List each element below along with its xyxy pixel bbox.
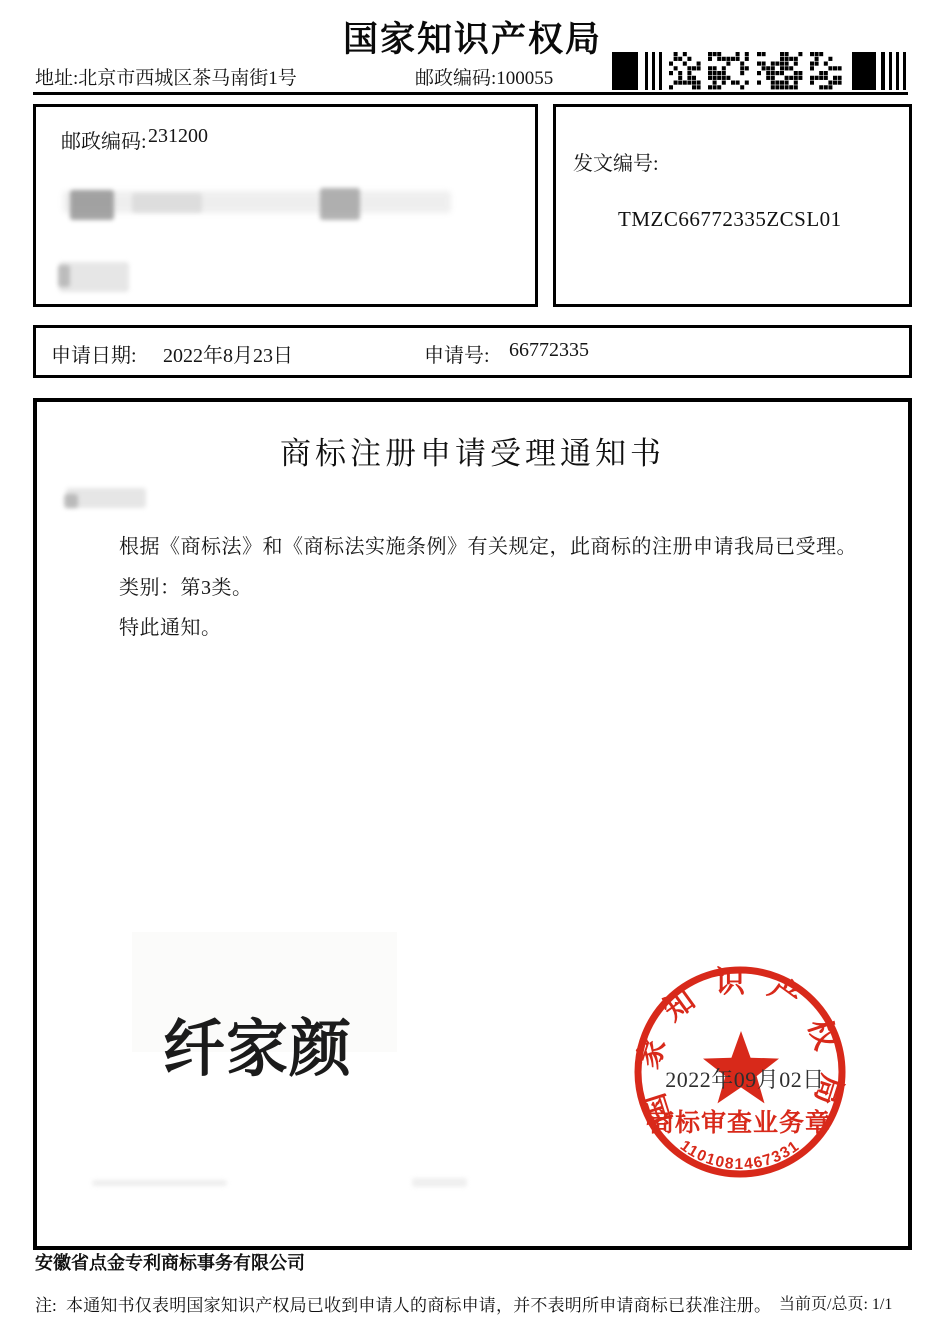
dispatch-number-box [553, 104, 912, 307]
agency-postcode: 邮政编码:100055 [415, 68, 554, 89]
application-number-label: 申请号: [424, 345, 490, 367]
agency-address: 地址:北京市西城区茶马南街1号 [35, 68, 297, 89]
footnote-label: 注: [35, 1296, 57, 1315]
redacted-recipient-mark [64, 494, 78, 508]
recipient-postcode-value: 231200 [148, 125, 208, 147]
page-indicator: 当前页/总页: 1/1 [779, 1296, 893, 1313]
application-info-bar [33, 325, 912, 378]
header-divider [33, 92, 908, 95]
seal-banner-text: 商标审查业务章 [648, 1110, 832, 1137]
redacted-address-line [63, 191, 451, 213]
redacted-recipient-line [66, 488, 146, 508]
notice-title: 商标注册申请受理通知书 [280, 436, 665, 471]
seal-date-overlay: 2022年09月02日 [665, 1067, 825, 1092]
redacted-address-dark-patch [320, 188, 360, 220]
notice-paragraph: 根据《商标法》和《商标法实施条例》有关规定，此商标的注册申请我局已受理。 [119, 536, 857, 558]
agent-company-name: 安徽省点金专利商标事务有限公司 [35, 1253, 305, 1273]
barcode-icon [612, 52, 908, 90]
seal-ring-text: 国家知识产权局 [631, 965, 849, 1128]
agency-title: 国家知识产权局 [342, 20, 602, 59]
seal-serial-number: 1101081467331 [676, 1137, 804, 1174]
dispatch-number-label: 发文编号: [573, 153, 659, 175]
recipient-postcode-label: 邮政编码: [61, 131, 147, 153]
application-number-value: 66772335 [509, 339, 589, 361]
redacted-name-mark [58, 265, 70, 287]
footnote-text: 本通知书仅表明国家知识产权局已收到申请人的商标申请，并不表明所申请商标已获准注册。 [66, 1296, 772, 1315]
redacted-address-mid-patch [132, 193, 202, 213]
application-date-label: 申请日期: [51, 345, 137, 367]
notice-category-line: 类别：第3类。 [119, 577, 253, 599]
trademark-text: 纤家颜 [163, 1015, 353, 1084]
scan-artifact [92, 1180, 227, 1186]
dispatch-number-value: TMZC66772335ZCSL01 [618, 207, 842, 231]
redacted-address-dark-patch [70, 190, 114, 220]
application-date-value: 2022年8月23日 [163, 345, 293, 367]
scan-artifact [412, 1178, 467, 1187]
recipient-box [33, 104, 538, 307]
notice-closing-line: 特此通知。 [119, 617, 222, 639]
